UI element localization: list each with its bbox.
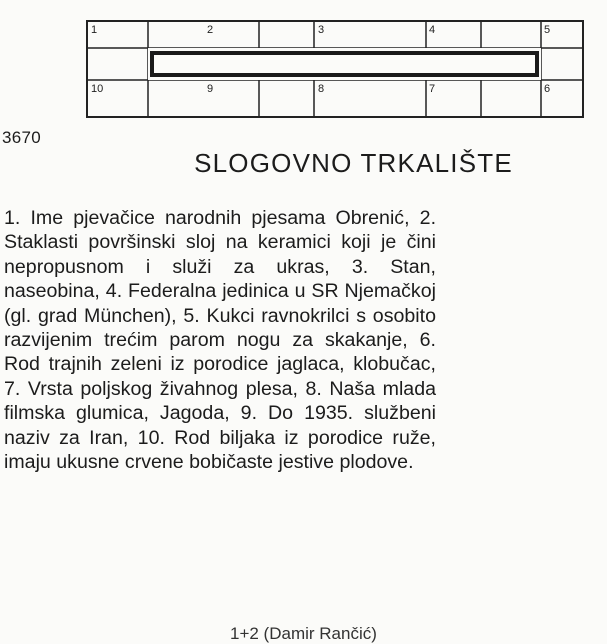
clue-7: 7. Vrsta poljskog živahnog plesa,	[4, 377, 298, 400]
clue-9: 9. Do 1935. službeni naziv za Iran,	[4, 402, 436, 449]
puzzle-id: 3670	[2, 128, 42, 147]
grid-number-7: 7	[429, 83, 436, 95]
grid-number-5: 5	[544, 24, 551, 36]
puzzle-credit: 1+2 (Damir Rančić)	[230, 624, 377, 643]
puzzle-title: SLOGOVNO TRKALIŠTE	[194, 148, 513, 178]
grid-number-9: 9	[207, 83, 214, 95]
grid-number-6: 6	[544, 83, 551, 95]
crossword-grid	[86, 20, 586, 120]
clue-4: 4. Federalna jedinica u SR Njemačkoj (gl. grad München),	[4, 280, 436, 327]
clue-8: 8. Naša mlada filmska glumica, Jagoda,	[4, 377, 436, 425]
clue-list	[4, 206, 436, 474]
grid-number-1: 1	[91, 24, 98, 36]
clue-1: 1. Ime pjevačice narodnih pjesama Obrenić,	[4, 207, 410, 229]
grid-number-2: 2	[207, 24, 214, 36]
grid-number-3: 3	[318, 24, 325, 36]
clue-3: 3. Stan, naseobina,	[4, 255, 436, 303]
clue-10: 10. Rod biljaka iz porodice ruže, imaju ukusne crvene bobičaste jestive plodove.	[4, 426, 436, 474]
grid-number-8: 8	[318, 83, 325, 95]
grid-number-4: 4	[429, 24, 436, 36]
clue-2: 2. Staklasti površinski sloj na keramici koji je čini nepropusnom i služi za ukras,	[4, 207, 437, 278]
clue-6: 6. Rod trajnih zeleni iz porodice jaglaca, klobučac,	[4, 329, 436, 376]
clue-5: 5. Kukci ravnokrilci s osobito razvijenim trećim parom nogu za skakanje,	[4, 304, 436, 352]
grid-number-10: 10	[91, 83, 104, 95]
